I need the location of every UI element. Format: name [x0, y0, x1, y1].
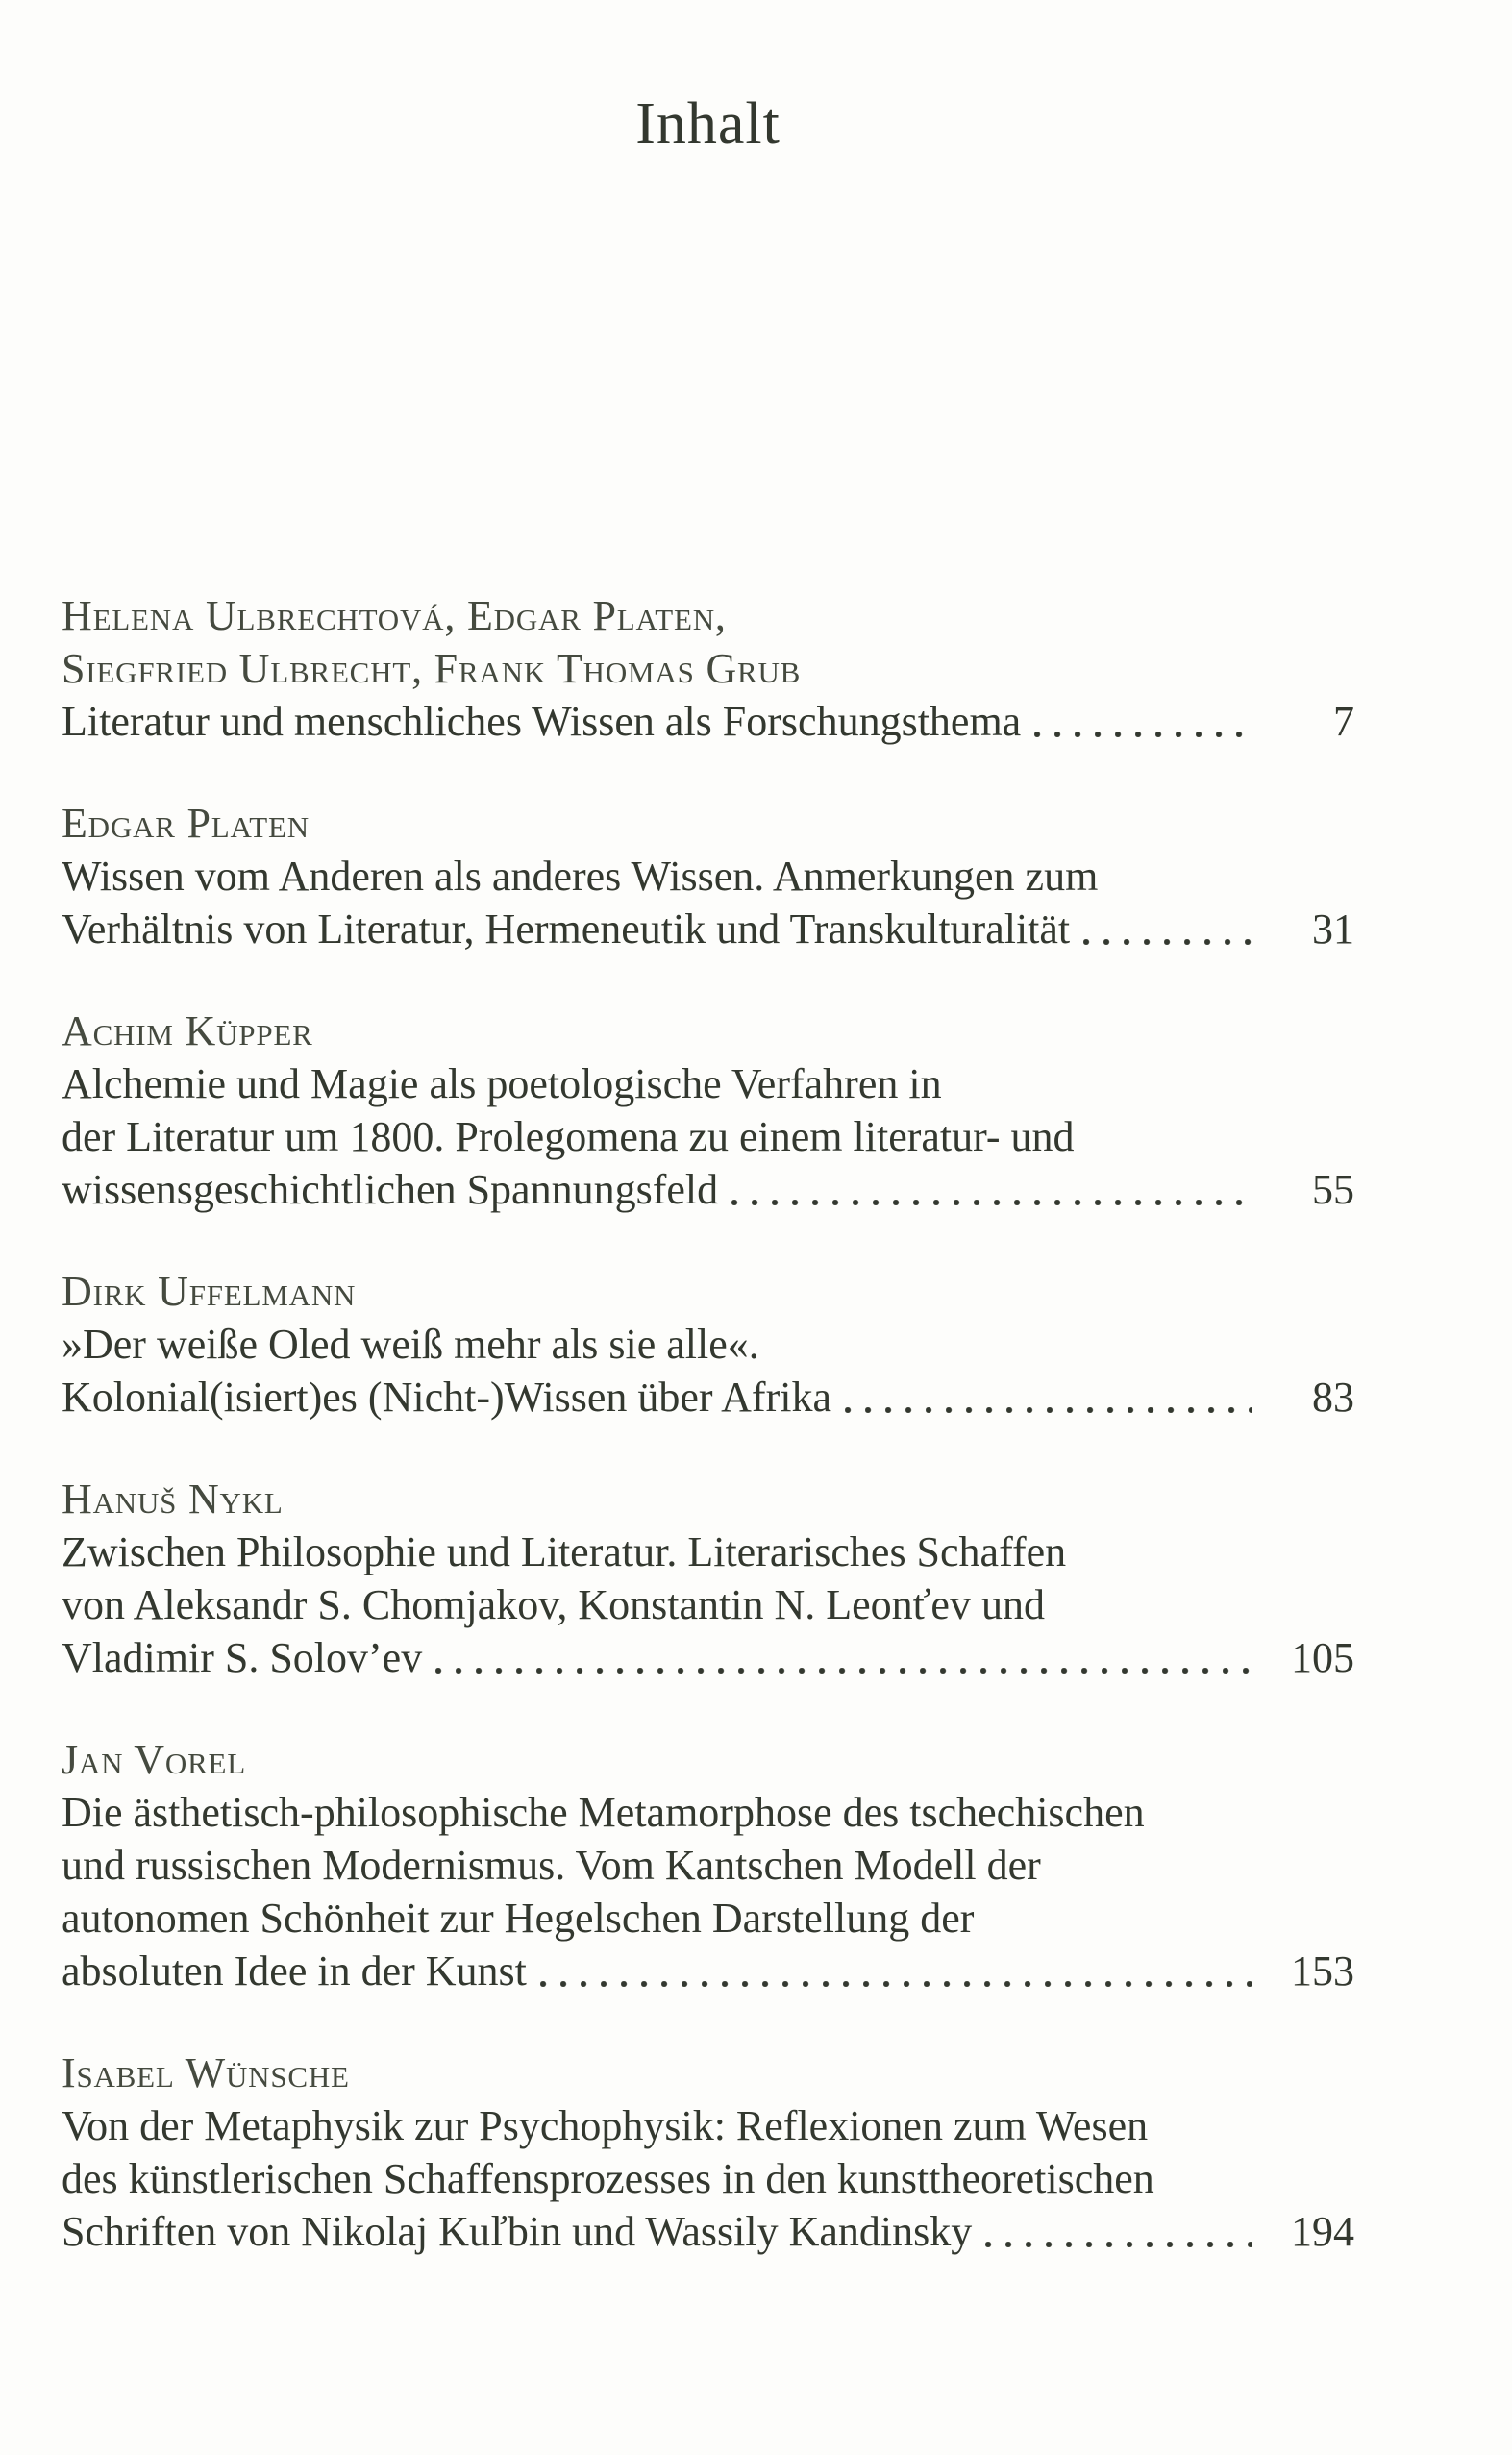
page-number: 153: [1291, 1947, 1354, 1995]
title-line: [62, 695, 1354, 748]
title-line: Alchemie und Magie als poetologische Verfahren in: [62, 1060, 942, 1107]
title-line: von Aleksandr S. Chomjakov, Konstantin N. Leonťev und: [62, 1581, 1045, 1628]
title-text: Literatur und menschliches Wissen als Forschungsthema: [62, 698, 1022, 745]
title-text: Verhältnis von Literatur, Hermeneutik und Transkulturalität: [62, 905, 1071, 953]
page-number: 55: [1312, 1166, 1354, 1213]
leader-dots: [1032, 695, 1285, 748]
page-number: 83: [1312, 1374, 1354, 1421]
author-line: Helena Ulbrechtová, Edgar Platen,: [62, 592, 727, 639]
author-line: Siegfried Ulbrecht, Frank Thomas Grub: [62, 645, 802, 692]
title-lines: [62, 695, 1354, 748]
author-lines: [62, 1473, 1354, 1525]
toc-entry: [62, 2046, 1354, 2258]
toc-entry: [62, 1265, 1354, 1424]
title-line: [62, 1945, 1354, 1997]
leader-dots: [983, 2205, 1285, 2258]
page-number: 105: [1291, 1634, 1354, 1681]
title-line: [62, 2205, 1354, 2258]
leader-dots: [538, 1945, 1285, 1997]
title-line: Die ästhetisch-philosophische Metamorphose des tschechischen: [62, 1789, 1145, 1836]
title-line: [62, 1163, 1354, 1216]
author-line: Dirk Uffelmann: [62, 1268, 357, 1315]
title-line: Von der Metaphysik zur Psychophysik: Reflexionen zum Wesen: [62, 2102, 1149, 2149]
title-line: »Der weiße Oled weiß mehr als sie alle«.: [62, 1321, 759, 1368]
author-lines: [62, 1004, 1354, 1057]
title-line: des künstlerischen Schaffensprozesses in den kunsttheoretischen: [62, 2155, 1154, 2202]
author-lines: [62, 2046, 1354, 2099]
leader-dots: [843, 1371, 1285, 1424]
title-lines: [62, 1786, 1354, 1997]
author-lines: [62, 1265, 1354, 1318]
title-text: Schriften von Nikolaj Kuľbin und Wassily Kandinsky: [62, 2208, 973, 2255]
page-number: 194: [1291, 2208, 1354, 2255]
toc-entry: [62, 589, 1354, 748]
leader-dots: [434, 1631, 1285, 1684]
title-line: und russischen Modernismus. Vom Kantschen Modell der: [62, 1842, 1041, 1889]
title-text: Kolonial(isiert)es (Nicht-)Wissen über Afrika: [62, 1374, 831, 1421]
author-line: Edgar Platen: [62, 800, 310, 847]
toc-entry: [62, 1004, 1354, 1216]
author-line: Achim Küpper: [62, 1007, 313, 1054]
toc-entry: [62, 797, 1354, 955]
toc-entry: [62, 1473, 1354, 1684]
author-line: Isabel Wünsche: [62, 2049, 350, 2096]
author-line: Hanuš Nykl: [62, 1475, 284, 1523]
author-lines: [62, 589, 1354, 695]
title-text: Vladimir S. Solov’ev: [62, 1634, 423, 1681]
toc-entry: [62, 1733, 1354, 1997]
author-lines: [62, 1733, 1354, 1786]
title-line: [62, 1631, 1354, 1684]
title-line: Zwischen Philosophie und Literatur. Literarisches Schaffen: [62, 1528, 1067, 1575]
title-line: [62, 1371, 1354, 1424]
toc-list: [62, 589, 1354, 2258]
title-text: absoluten Idee in der Kunst: [62, 1947, 527, 1995]
title-lines: [62, 1525, 1354, 1684]
title-line: Wissen vom Anderen als anderes Wissen. Anmerkungen zum: [62, 853, 1099, 900]
page-title: Inhalt: [635, 91, 781, 157]
title-lines: [62, 1318, 1354, 1424]
title-line: autonomen Schönheit zur Hegelschen Darstellung der: [62, 1895, 975, 1942]
title-line: der Literatur um 1800. Prolegomena zu einem literatur- und: [62, 1113, 1075, 1160]
title-lines: [62, 850, 1354, 955]
author-line: Jan Vorel: [62, 1736, 247, 1783]
title-lines: [62, 2099, 1354, 2258]
leader-dots: [730, 1163, 1285, 1216]
title-line: [62, 903, 1354, 955]
title-lines: [62, 1057, 1354, 1216]
page-number: 7: [1333, 698, 1354, 745]
leader-dots: [1081, 903, 1285, 955]
title-text: wissensgeschichtlichen Spannungsfeld: [62, 1166, 719, 1213]
page-number: 31: [1312, 905, 1354, 953]
author-lines: [62, 797, 1354, 850]
